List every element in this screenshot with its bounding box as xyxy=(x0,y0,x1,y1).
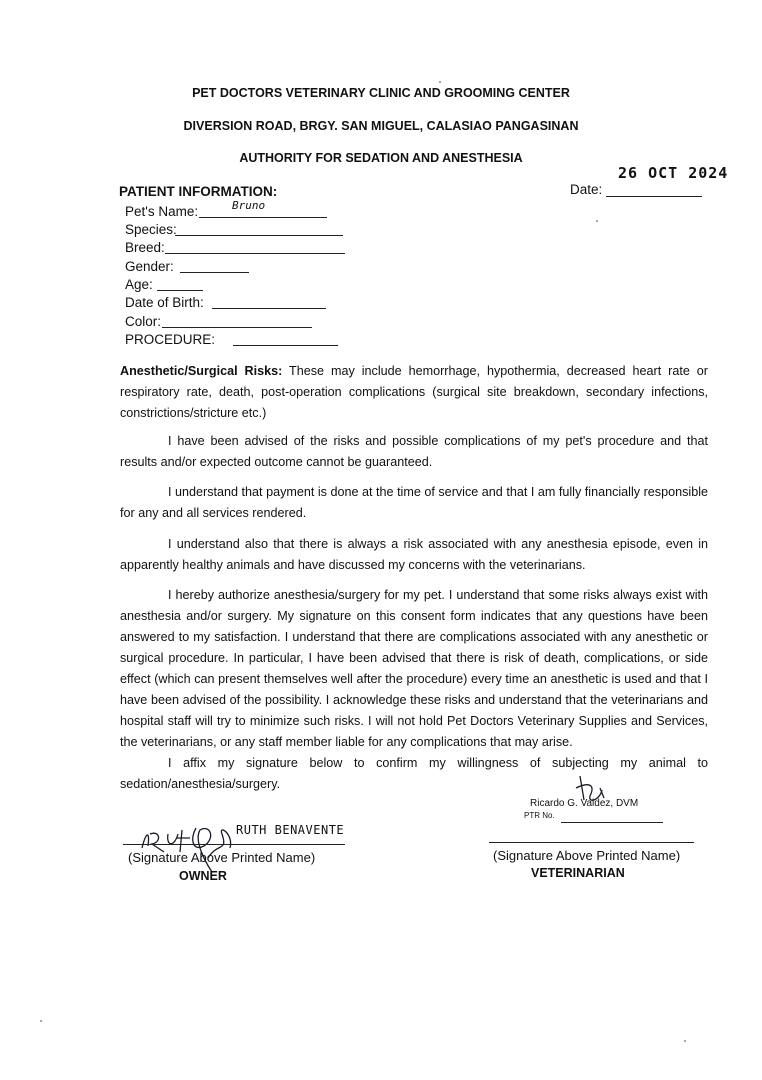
field-pets-name-value: Bruno xyxy=(232,199,266,212)
vet-ptr-label: PTR No. xyxy=(524,811,555,820)
vet-signature-line xyxy=(489,842,694,843)
vet-caption: (Signature Above Printed Name) xyxy=(493,848,681,863)
scan-speck xyxy=(684,1040,686,1042)
date-label: Date: xyxy=(570,182,603,197)
vet-role: VETERINARIAN xyxy=(531,866,625,880)
vet-stamp-name: Ricardo G. Valdez, DVM xyxy=(530,798,639,809)
owner-role: OWNER xyxy=(179,869,227,883)
field-procedure-label: PROCEDURE: xyxy=(125,332,216,347)
field-pets-name-line xyxy=(199,217,327,218)
field-gender-line xyxy=(180,272,249,273)
field-breed-line xyxy=(165,253,345,254)
field-age-line xyxy=(157,290,203,291)
field-species-label: Species: xyxy=(125,222,177,237)
date-line xyxy=(606,196,702,197)
paragraph-3: I understand also that there is always a risk associated with any anesthesia episode, even in apparently healthy animals and have discussed my concerns with the veterinarians. xyxy=(120,537,708,572)
vet-ptr-line xyxy=(561,822,663,823)
field-color-line xyxy=(162,327,312,328)
patient-info-heading: PATIENT INFORMATION: xyxy=(119,184,278,199)
paragraph-4: I hereby authorize anesthesia/surgery for my pet. I understand that some risks always exist with anesthesia and/or surgery. My signature on this consent form indicates that any questions have been answered to my satisfaction. I understand that there are complications associated with any anesthetic or surgical procedure. In particular, I have been advised that there is risk of death, complications, or side effect (which can present themselves well after the procedure) every time an anesthetic is used and that I have been advised of the possibility. I acknowledge these risks and understand that the veterinarians and hospital staff will try to minimize such risks. I will not hold Pet Doctors Veterinary Supplies and Services, the veterinarians, or any staff member liable for any complications that may arise. xyxy=(120,588,708,749)
field-age-label: Age: xyxy=(125,277,153,292)
owner-signature-line xyxy=(123,844,345,845)
scan-speck xyxy=(40,1020,42,1022)
field-pets-name-label: Pet's Name: xyxy=(125,204,199,219)
risks-text: These may include hemorrhage, hypothermia, decreased heart rate or respiratory rate, death, post-operation complications (surgical site breakdown, secondary infections, constrictions/stricture etc.) xyxy=(120,364,708,420)
field-dob-line xyxy=(212,308,326,309)
field-gender-label: Gender: xyxy=(125,259,174,274)
field-color-label: Color: xyxy=(125,314,162,329)
clinic-name: PET DOCTORS VETERINARY CLINIC AND GROOMING CENTER xyxy=(192,86,570,100)
risks-label: Anesthetic/Surgical Risks: xyxy=(120,364,283,378)
risks-paragraph xyxy=(120,361,708,424)
owner-caption: (Signature Above Printed Name) xyxy=(128,850,316,865)
form-title: AUTHORITY FOR SEDATION AND ANESTHESIA xyxy=(239,151,523,165)
scan-speck xyxy=(596,220,598,222)
paragraph-5: I affix my signature below to confirm my willingness of subjecting my animal to sedation/anesthesia/surgery. xyxy=(120,756,708,791)
field-breed-label: Breed: xyxy=(125,240,165,255)
paragraph-1: I have been advised of the risks and possible complications of my pet's procedure and that results and/or expected outcome cannot be guaranteed. xyxy=(120,434,708,469)
date-stamp: 26 OCT 2024 xyxy=(618,164,729,182)
owner-printed-name: RUTH BENAVENTE xyxy=(236,823,345,837)
clinic-address: DIVERSION ROAD, BRGY. SAN MIGUEL, CALASIAO PANGASINAN xyxy=(183,119,579,133)
scan-speck xyxy=(439,81,441,83)
field-procedure-line xyxy=(233,345,338,346)
paragraph-2: I understand that payment is done at the time of service and that I am fully financially responsible for any and all services rendered. xyxy=(120,485,708,520)
field-species-line xyxy=(175,235,343,236)
field-dob-label: Date of Birth: xyxy=(125,295,204,310)
